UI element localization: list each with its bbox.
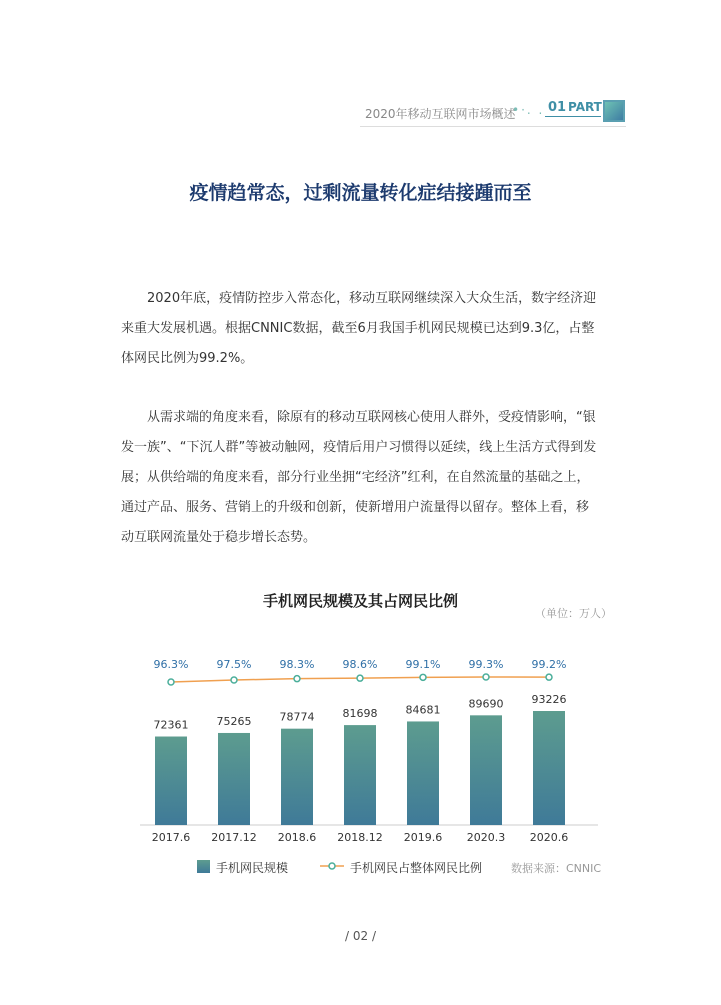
bar-value-label: 84681 — [405, 703, 441, 717]
header-divider — [360, 126, 626, 127]
ratio-value-label: 98.3% — [279, 658, 315, 671]
bar-2017.6 — [155, 737, 187, 825]
bar-value-label: 81698 — [342, 707, 378, 721]
ratio-value-label: 99.2% — [531, 658, 567, 671]
ratio-value-label: 97.5% — [216, 658, 252, 671]
x-tick-label: 2018.6 — [277, 831, 317, 844]
ratio-point — [231, 677, 237, 683]
bar-2020.3 — [470, 715, 502, 825]
x-tick-label: 2017.12 — [211, 831, 257, 844]
bar-value-label: 93226 — [531, 693, 567, 706]
chart-unit: （单位：万人） — [535, 607, 612, 620]
ratio-value-label: 99.1% — [405, 658, 441, 671]
article-title: 疫情趋常态，过剩流量转化症结接踵而至 — [189, 182, 532, 204]
bar-value-label: 75265 — [216, 714, 252, 728]
bar-2020.6 — [533, 711, 565, 825]
legend-line-label: 手机网民占整体网民比例 — [350, 861, 483, 875]
decorative-dots: •·. . — [512, 103, 545, 117]
legend-bar-label: 手机网民规模 — [216, 861, 289, 875]
ratio-value-label: 96.3% — [153, 658, 189, 671]
paragraph-1: 2020年底，疫情防控步入常态化，移动互联网继续深入大众生活，数字经济迎来重大发展机遇。根据CNNIC数据，截至6月我国手机网民规模已达到9.3亿，占整体网民比例为99.2%。 — [121, 291, 597, 366]
bar-value-label: 78774 — [279, 710, 315, 724]
legend-bar-swatch — [197, 860, 210, 873]
page-number: / 02 / — [345, 929, 376, 943]
ratio-value-label: 99.3% — [468, 658, 504, 671]
ratio-line-group — [168, 674, 552, 685]
x-tick-label: 2020.3 — [466, 831, 506, 844]
x-tick-label: 2020.6 — [529, 831, 569, 844]
bar-2018.6 — [281, 729, 313, 825]
bar-2019.6 — [407, 721, 439, 825]
bar-line-chart — [0, 640, 721, 850]
chart-source: 数据来源：CNNIC — [511, 862, 602, 875]
x-tick-label: 2017.6 — [151, 831, 191, 844]
part-label: PART — [568, 100, 602, 114]
ratio-value-label: 98.6% — [342, 658, 378, 671]
part-underline — [545, 116, 601, 117]
section-title: 2020年移动互联网市场概述 — [365, 107, 516, 121]
bar-2018.12 — [344, 725, 376, 825]
ratio-point — [168, 679, 174, 685]
x-tick-label: 2019.6 — [403, 831, 443, 844]
ratio-point — [420, 674, 426, 680]
ratio-point — [483, 674, 489, 680]
ratio-point — [546, 674, 552, 680]
bar-2017.12 — [218, 733, 250, 825]
bar-value-label: 89690 — [468, 697, 504, 711]
bar-value-label: 72361 — [153, 718, 189, 732]
paragraph-2: 从需求端的角度来看，除原有的移动互联网核心使用人群外，受疫情影响，“银发一族”、“下沉人群”等被动触网，疫情后用户习惯得以延续，线上生活方式得到发展；从供给端的角度来看，部分行业坐拥“宅经济”红利，在自然流量的基础之上，通过产品、服务、营销上的升级和创新，使新增用户流量得以留存。整体上看，移动互联网流量处于稳步增长态势。 — [121, 410, 597, 545]
x-tick-label: 2018.12 — [337, 831, 383, 844]
bars-group — [140, 711, 598, 825]
chart-title: 手机网民规模及其占网民比例 — [262, 592, 458, 610]
ratio-point — [294, 676, 300, 682]
legend-line-icon — [320, 859, 344, 873]
part-number: 01 — [548, 100, 567, 115]
part-badge-icon — [603, 100, 625, 122]
ratio-point — [357, 675, 363, 681]
